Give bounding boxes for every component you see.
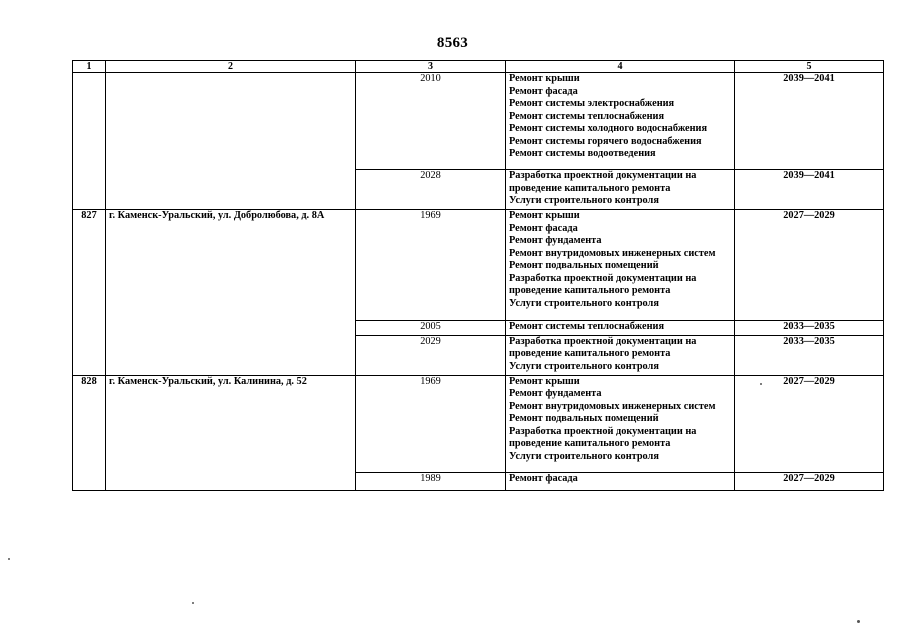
repair-schedule-table — [72, 60, 884, 491]
scan-speck — [760, 383, 762, 385]
work-item: Услуги строительного контроля — [509, 297, 659, 309]
work-item: Ремонт крыши — [509, 73, 580, 84]
work-item: Ремонт внутридомовых инженерных систем — [509, 247, 716, 259]
year-cell: 2029 — [356, 335, 506, 375]
scan-speck — [857, 620, 860, 623]
table-row — [73, 375, 884, 472]
works-cell — [506, 472, 735, 490]
header-row — [73, 61, 884, 73]
work-item: Услуги строительного контроля — [509, 360, 659, 372]
work-item: Ремонт фасада — [509, 222, 578, 234]
column-header-2: 2 — [106, 61, 356, 73]
table-row — [73, 210, 884, 321]
work-item: Ремонт системы горячего водоснабжения — [509, 135, 702, 147]
column-header-3: 3 — [356, 61, 506, 73]
work-item: Ремонт системы теплоснабжения — [509, 110, 665, 122]
column-header-1: 1 — [73, 61, 106, 73]
works-cell — [506, 170, 735, 210]
period-cell: 2039—2041 — [735, 73, 884, 170]
column-header-5: 5 — [735, 61, 884, 73]
work-item: проведение капитального ремонта — [509, 285, 671, 296]
work-item: Разработка проектной документации на — [509, 272, 697, 284]
year-cell: 2010 — [356, 73, 506, 170]
work-item: проведение капитального ремонта — [509, 182, 671, 194]
year-cell: 2005 — [356, 321, 506, 336]
work-item: Разработка проектной документации на — [509, 335, 697, 347]
row-number: 828 — [73, 375, 106, 490]
work-item: Услуги строительного контроля — [509, 195, 659, 206]
works-cell — [506, 335, 735, 375]
works-cell — [506, 210, 735, 321]
work-item: Ремонт подвальных помещений — [509, 413, 659, 424]
work-item: Ремонт системы холодного водоснабжения — [509, 123, 708, 134]
work-item: Разработка проектной документации на — [509, 170, 697, 181]
period-cell: 2033—2035 — [735, 321, 884, 336]
work-item: Ремонт внутридомовых инженерных систем — [509, 400, 716, 412]
year-cell: 2028 — [356, 170, 506, 210]
work-item: проведение капитального ремонта — [509, 438, 671, 449]
address-cell: г. Каменск-Уральский, ул. Добролюбова, д. 8А — [106, 210, 356, 376]
work-item: Разработка проектной документации на — [509, 425, 697, 437]
work-item: Ремонт фундамента — [509, 235, 602, 246]
work-item: проведение капитального ремонта — [509, 348, 671, 359]
work-item: Ремонт крыши — [509, 375, 580, 387]
work-item: Ремонт системы теплоснабжения — [509, 321, 665, 332]
work-item: Ремонт фундамента — [509, 388, 602, 399]
period-cell: 2027—2029 — [735, 472, 884, 490]
year-cell: 1969 — [356, 375, 506, 472]
period-cell: 2027—2029 — [735, 210, 884, 321]
row-number: 827 — [73, 210, 106, 376]
year-cell: 1969 — [356, 210, 506, 321]
address-cell — [106, 73, 356, 210]
work-item: Ремонт подвальных помещений — [509, 260, 659, 271]
page-number: 8563 — [436, 35, 469, 51]
address-cell: г. Каменск-Уральский, ул. Калинина, д. 52 — [106, 375, 356, 490]
work-item: Ремонт фасада — [509, 85, 578, 97]
work-item: Ремонт крыши — [509, 210, 580, 221]
work-item: Ремонт системы электроснабжения — [509, 98, 675, 109]
work-item: Ремонт фасада — [509, 472, 578, 484]
table-row — [73, 73, 884, 170]
works-cell — [506, 375, 735, 472]
period-cell: 2027—2029 — [735, 375, 884, 472]
work-item: Ремонт системы водоотведения — [509, 148, 656, 159]
works-cell — [506, 73, 735, 170]
period-cell: 2033—2035 — [735, 335, 884, 375]
period-cell: 2039—2041 — [735, 170, 884, 210]
year-cell: 1989 — [356, 472, 506, 490]
column-header-4: 4 — [506, 61, 735, 73]
scan-speck — [192, 602, 194, 604]
row-number — [73, 73, 106, 210]
scan-speck — [8, 558, 10, 560]
works-cell — [506, 321, 735, 336]
work-item: Услуги строительного контроля — [509, 450, 659, 462]
